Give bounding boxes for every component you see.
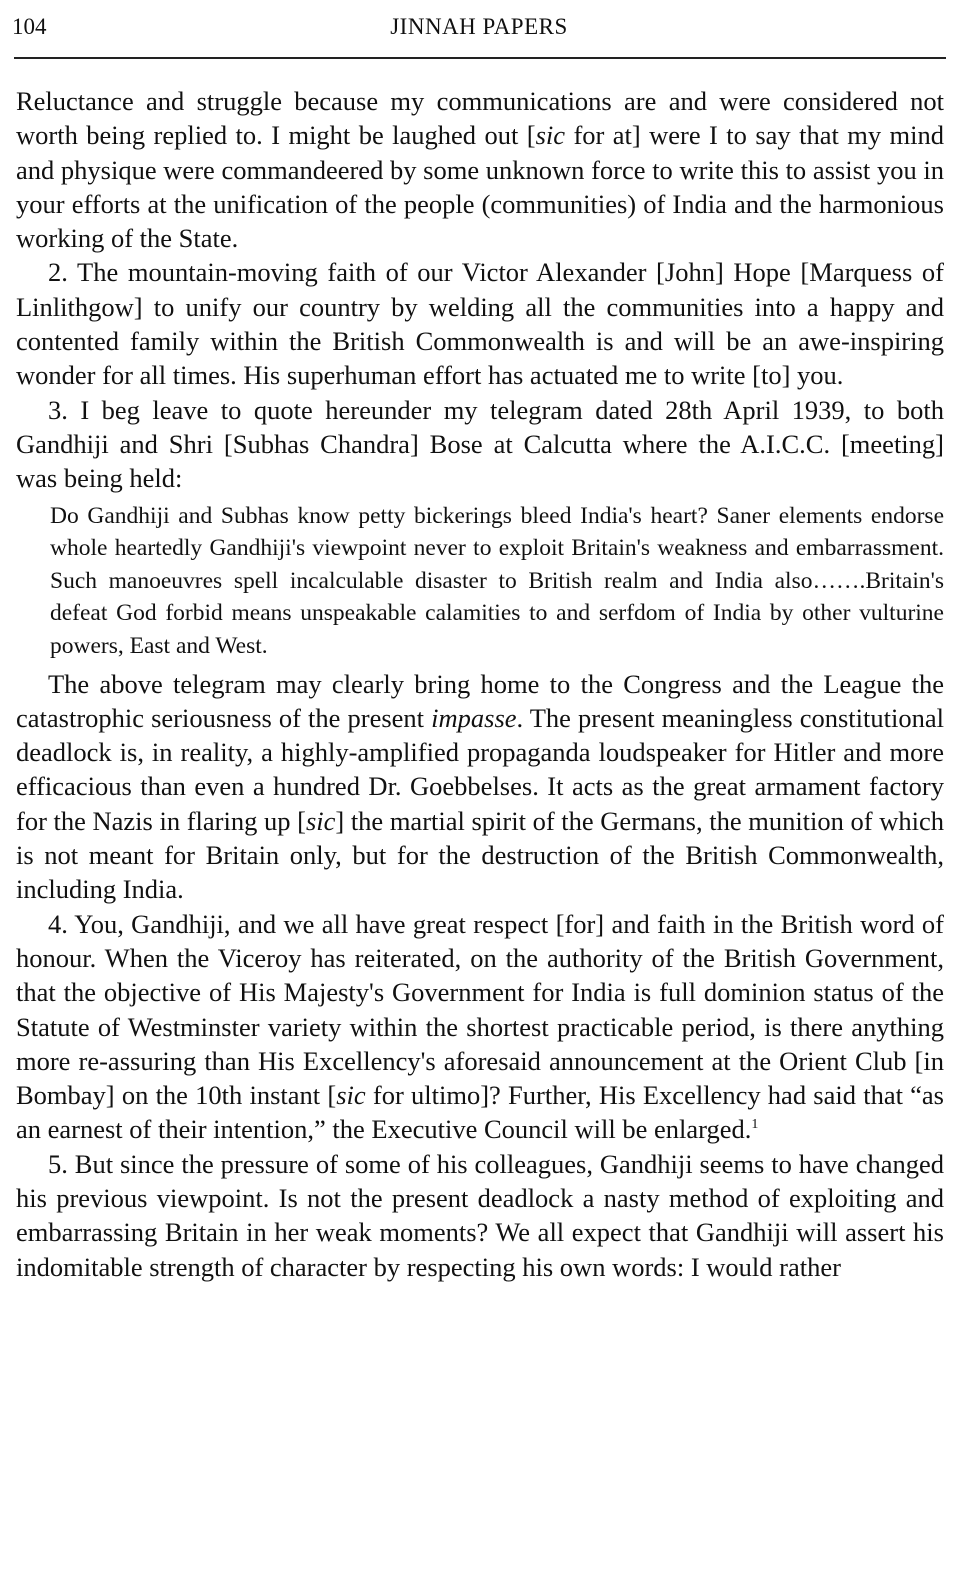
paragraph-2: 2. The mountain-moving faith of our Victor Alexander [John] Hope [Marquess of Linlithgow] to unify our country by welding all the communities into a happy and contented family within the British Commonwealth is and will be an awe-inspiring wonder for all times. His superhuman effort has actuated me to write [to] you. — [16, 257, 944, 391]
body-text — [16, 84, 944, 1284]
footnote-marker: 1 — [751, 1117, 759, 1133]
paragraph-5: 5. But since the pressure of some of his colleagues, Gandhiji seems to have changed his previous viewpoint. Is not the present deadlock a nasty method of exploiting and embarrassing Britain in her weak moments? We all expect that Gandhiji will assert his indomitable strength of character by respecting his own words: I would rather — [16, 1148, 944, 1282]
paragraph-telegram-commentary: The above telegram may clearly bring home to the Congress and the League the catastrophic seriousness of the present impasse. The present meaningless constitutional deadlock is, in reality, a highly-amplified propaganda loudspeaker for Hitler and more efficacious than even a hundred Dr. Goebbelses. It acts as the great armament factory for the Nazis in flaring up [sic] the martial spirit of the Germans, the munition of which is not meant for Britain only, but for the destruction of the British Commonwealth, including India. — [16, 668, 944, 905]
header-rule — [14, 57, 946, 59]
book-title: JINNAH PAPERS — [390, 14, 568, 39]
paragraph-intro: Reluctance and struggle because my communications are and were considered not worth being replied to. I might be laughed out [sic for at] were I to say that my mind and physique were commandeered by some unknown force to write this to assist you in your efforts at the unification of the people (communities) of India and the harmonious working of the State. — [16, 86, 944, 254]
telegram-quote: Do Gandhiji and Subhas know petty bickerings bleed India's heart? Saner elements endorse whole heartedly Gandhiji's viewpoint never to exploit Britain's weakness and embarrassment. Such manoeuvres spell incalculable disaster to British realm and India also…….Britain's defeat God forbid means unspeakable calamities to and serfdom of India by other vulturine powers, East and West. — [50, 502, 944, 659]
page-number: 104 — [12, 14, 47, 39]
running-header — [12, 14, 946, 48]
paragraph-3: 3. I beg leave to quote hereunder my telegram dated 28th April 1939, to both Gandhiji and Shri [Subhas Chandra] Bose at Calcutta where the A.I.C.C. [meeting] was being held: — [16, 394, 944, 494]
paragraph-4: 4. You, Gandhiji, and we all have great respect [for] and faith in the British word of honour. When the Viceroy has reiterated, on the authority of the British Government, that the objective of His Majesty's Government for India is full dominion status of the Statute of Westminster variety within the shortest practicable period, is there anything more re-assuring than His Excellency's aforesaid announcement at the Orient Club [in Bombay] on the 10th instant [sic for ultimo]? Further, His Excellency had said that “as an earnest of their intention,” the Executive Council will be enlarged.$^1$ — [16, 908, 944, 1145]
